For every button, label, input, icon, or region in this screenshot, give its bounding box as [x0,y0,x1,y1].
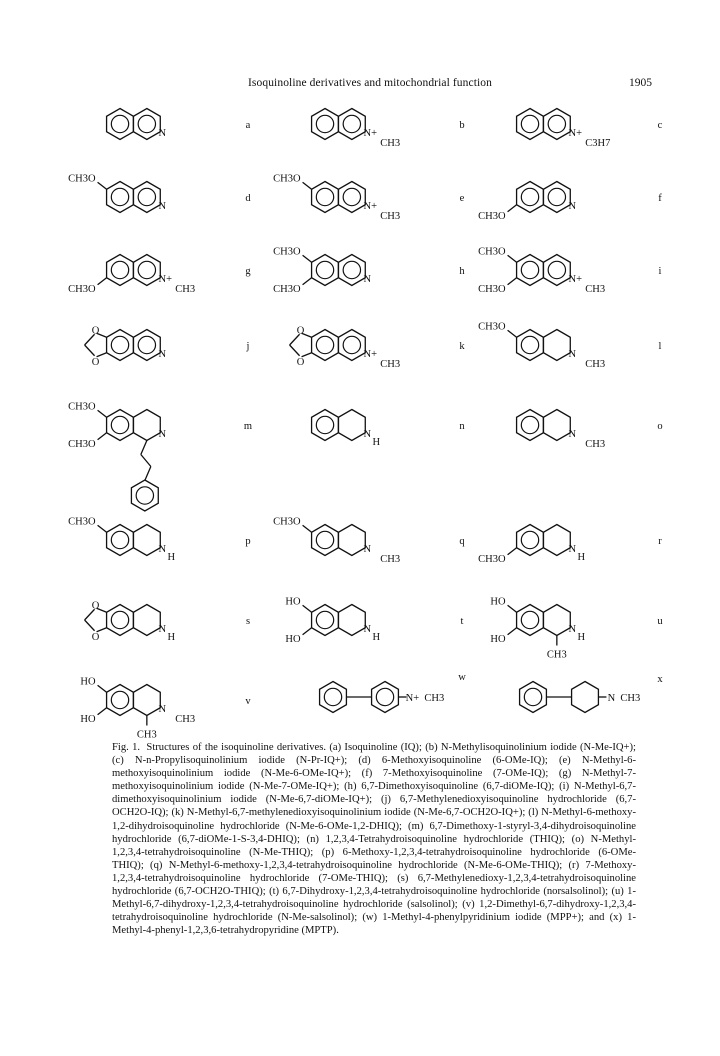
aromatic-ring [111,611,128,628]
benzene-ring [107,330,134,361]
structure-i [478,246,661,295]
compound-label: d [245,193,251,204]
structure-h [273,246,465,295]
atom-label-o: O [296,356,305,368]
aromatic-ring [316,336,333,353]
pyridinium-ring [372,682,399,713]
atom-label-ch3o: CH3O [68,173,96,185]
aromatic-ring [111,188,128,205]
atom-label-n: N [158,543,167,555]
hetero-ring [133,330,160,361]
compound-label: t [460,616,464,627]
bond [508,278,517,285]
structure-t [285,596,463,645]
atom-label-ch3: CH3 [380,137,401,149]
atom-label-n: N [363,273,372,285]
hetero-ring [133,525,160,556]
compound-label: u [657,616,663,627]
benzene-ring [312,330,339,361]
structure-c [517,109,663,149]
tetrahydropyridine-ring [572,682,599,713]
structure-r [478,525,662,565]
atom-label-n: N [568,543,577,555]
aromatic-ring [111,336,128,353]
atom-label-o: O [296,325,305,337]
aromatic-ring [521,416,538,433]
atom-label-o: O [91,631,100,643]
pyridine-ring [138,115,155,132]
bond [98,708,107,715]
structure-u [490,596,663,660]
hetero-ring [338,330,365,361]
bond [508,548,517,555]
bond [85,620,95,631]
bond [303,605,312,612]
compound-label: x [657,674,663,685]
benzene-ring [517,525,544,556]
hetero-ring [133,109,160,140]
atom-label-ch3o: CH3O [68,401,96,413]
phenyl-ring [320,682,347,713]
atom-label-ho: HO [285,633,301,645]
aromatic-ring [521,115,538,132]
compound-label: o [657,421,663,432]
aromatic-ring [136,487,153,504]
aromatic-ring [316,115,333,132]
pyridine-ring [138,261,155,278]
atom-label-ch3o: CH3O [273,516,301,528]
pyridine-ring [138,336,155,353]
atom-label-ch3o: CH3O [478,283,506,295]
hetero-ring [133,605,160,636]
atom-label-nplus: N+ [363,348,378,360]
aromatic-ring [316,261,333,278]
bond [141,455,151,467]
hetero-ring [543,410,570,441]
figure-label: Fig. 1. [112,742,141,753]
benzene-ring [107,109,134,140]
atom-label-h: H [577,631,586,643]
atom-label-n: N [363,543,372,555]
benzene-ring [107,525,134,556]
aromatic-ring [111,115,128,132]
benzene-ring [517,255,544,286]
pyridine-ring [343,336,360,353]
atom-label-ch3: CH3 [424,693,445,704]
running-title: Isoquinoline derivatives and mitochondrial function [248,77,492,89]
compound-label: e [459,193,465,204]
atom-label-ch3o: CH3O [478,553,506,565]
bond [141,441,147,455]
atom-label-n: N [158,348,167,360]
atom-label-nplus: N+ [568,273,583,285]
figure-caption [112,741,636,937]
atom-label-n: N [363,428,372,440]
pyridine-ring [343,188,360,205]
atom-label-ch3: CH3 [620,693,641,704]
benzene-ring [517,182,544,213]
atom-label-h: H [167,551,176,563]
atom-label-c3h7: C3H7 [585,137,611,149]
atom-label-h: H [372,631,381,643]
bond [145,467,151,481]
compound-label: w [458,672,466,683]
atom-label-ch3: CH3 [585,358,606,370]
atom-label-nplus: N+ [158,273,173,285]
atom-label-n: N [363,623,372,635]
pyridine-ring [343,261,360,278]
bond [508,605,517,612]
structure-q [273,516,465,565]
bond [508,330,517,337]
pyridine-ring [548,261,565,278]
bond [98,685,107,692]
atom-label-ch3o: CH3O [478,321,506,333]
atom-label-ch3: CH3 [380,358,401,370]
atom-label-o: O [91,356,100,368]
pyridine-ring [343,115,360,132]
benzene-ring [312,255,339,286]
hetero-ring [543,605,570,636]
atom-label-ch3: CH3 [585,283,606,295]
compound-label: k [459,341,465,352]
compound-label: c [657,120,663,131]
aromatic-ring [111,531,128,548]
structure-j [85,325,250,368]
aromatic-ring [316,188,333,205]
pyridine-ring [138,188,155,205]
hetero-ring [338,182,365,213]
structure-v [80,676,251,740]
compound-label: h [459,266,465,277]
compound-label: j [246,341,250,352]
benzene-ring [107,605,134,636]
aromatic-ring [111,691,128,708]
atom-label-ch3o: CH3O [273,283,301,295]
hetero-ring [338,605,365,636]
atom-label-n: N [158,703,167,715]
hetero-ring [543,525,570,556]
compound-label: m [243,421,253,432]
compound-label: r [658,536,662,547]
bond [85,345,95,356]
structure-b [312,109,465,149]
compound-label: l [658,341,662,352]
bond [508,628,517,635]
hetero-ring [543,255,570,286]
structure-d [68,173,251,212]
atom-label-n: N [158,623,167,635]
atom-label-ch3: CH3 [175,283,196,295]
atom-label-ch3o: CH3O [478,210,506,222]
hetero-ring [133,410,160,441]
atom-label-ch3o: CH3O [273,173,301,185]
aromatic-ring [316,611,333,628]
structure-l [478,321,661,370]
atom-label-ch3: CH3 [546,649,567,661]
bond [98,525,107,532]
benzene-ring [312,182,339,213]
structure-n [312,410,466,448]
atom-label-h: H [577,551,586,563]
phenyl-ring [520,682,547,713]
aromatic-ring [521,336,538,353]
benzene-ring [517,410,544,441]
structure-g [68,255,251,295]
benzene-ring [517,605,544,636]
atom-label-ch3: CH3 [136,729,157,740]
atom-label-h: H [167,631,176,643]
benzene-ring [107,255,134,286]
hetero-ring [338,255,365,286]
benzene-ring [107,685,134,716]
bond [98,433,107,440]
benzene-ring [312,109,339,140]
caption-text: Structures of the isoquinoline derivatives. (a) Isoquinoline (IQ); (b) N-Methylisoquinolinium iodide (N-Me-IQ+); (c) N-n-Propylisoquinolinium iodide (N-Pr-IQ+); (d) 6-Methoxyisoquinoline (6-OMe-IQ); (e) N-Methyl-6-methoxyisoquinolinium iodide (N-Me-6-OMe-IQ+); (f) 7-Methoxyisoquinoline (7-OMe-IQ); (g) N-Methyl-7-methoxyisoquinolinium iodide (N-Me-7-OMe-IQ+); (h) 6,7-Dimethoxyisoquinoline (6,7-diOMe-IQ); (i) N-Methyl-6,7-dimethoxyisoquinolinium iodide (N-Me-6,7-diOMe-IQ+); (j) 6,7-Methylenedioxyisoquinoline hydrochloride (6,7-OCH2O-IQ); (k) N-Methyl-6,7-methylenedioxyisoquinolinium iodide (N-Me-6,7-OCH2O-IQ+); (l) N-Methyl-6-methoxy-1,2-dihydroisoquinoline hydrochloride (N-Me-6-OMe-1,2-DHIQ); (m) 6,7-Dimethoxy-1-styryl-3,4-dihydroisoquinoline hydrochloride (6,7-diOMe-1-S-3,4-DHIQ); (n) 1,2,3,4-Tetrahydroisoquinoline hydrochloride (THIQ); (o) N-Methyl-1,2,3,4-tetrahydroisoquinoline (N-Me-THIQ); (p) 6-Methoxy-1,2,3,4-tetrahydroisoquinoline hydrochloride (6-OMe-THIQ); (q) N-Methyl-6-methoxy-1,2,3,4-tetrahydroisoquinoline hydrochloride (N-Me-6-OMe-THIQ); (r) 7-Methoxy-1,2,3,4-tetrahydroisoquinoline hydrochloride (7-OMe-THIQ); (s) 6,7-Methylenedioxy-1,2,3,4-tetrahydroisoquinoline hydrochloride (6,7-OCH2O-THIQ); (t) 6,7-Dihydroxy-1,2,3,4-tetrahydroisoquinoline hydrochloride (norsalsolinol); (u) 1-Methyl-6,7-dihydroxy-1,2,3,4-tetrahydroisoquinoline hydrochloride (salsolinol); (v) 1,2-Dimethyl-6,7-dihydroxy-1,2,3,4-tetrahydroisoquinoline hydrochloride (N-Me-salsolinol); (w) 1-Methyl-4-phenylpyridinium iodide (MPP+); and (x) 1-Methyl-4-phenyl-1,2,3,6-tetrahydropyridine (MPTP). [112,742,637,937]
pyridine-ring [548,188,565,205]
structure-a [107,109,251,140]
atom-label-ch3o: CH3O [478,246,506,258]
atom-label-ho: HO [80,676,96,688]
structure-o [517,410,663,450]
bond [303,278,312,285]
hetero-ring [133,685,160,716]
benzene-ring [312,605,339,636]
atom-label-ch3o: CH3O [68,283,96,295]
structure-s [85,600,250,643]
atom-label-ch3o: CH3O [68,438,96,450]
atom-label-nplus: N+ [363,127,378,139]
benzene-ring [312,410,339,441]
atom-label-ch3: CH3 [380,553,401,565]
atom-label-ho: HO [490,596,506,608]
hetero-ring [133,182,160,213]
compound-label: v [245,696,251,707]
hetero-ring [338,525,365,556]
atom-label-nplus: N+ [363,200,378,212]
aromatic-ring [324,688,341,705]
atom-label-ho: HO [285,596,301,608]
compound-label: i [658,266,662,277]
aromatic-ring [521,531,538,548]
structure-e [273,173,465,222]
compound-label: p [245,536,251,547]
hetero-ring [338,410,365,441]
aromatic-ring [521,188,538,205]
bond [98,278,107,285]
atom-label-nplus: N+ [405,693,420,704]
atom-label-ch3o: CH3O [273,246,301,258]
hetero-ring [133,255,160,286]
bond [303,628,312,635]
bond [98,182,107,189]
atom-label-n: N [568,348,577,360]
compound-label: a [245,120,251,131]
atom-label-n: N [158,428,167,440]
compound-label: g [245,266,251,277]
compound-label: b [459,120,465,131]
atom-label-h: H [372,436,381,448]
structure-f [478,182,662,222]
bond [508,205,517,212]
aromatic-ring [316,531,333,548]
styryl-substituent [131,441,158,512]
atom-label-o: O [91,600,100,612]
benzene-ring [517,330,544,361]
bond [303,525,312,532]
phenyl-ring [131,480,158,511]
atom-label-n: N [568,200,577,212]
structure-k [290,325,466,370]
structure-p [68,516,250,563]
atom-label-n: N [158,127,167,139]
atom-label-ch3: CH3 [175,713,196,725]
atom-label-ho: HO [80,713,96,725]
benzene-ring [517,109,544,140]
bond [508,255,517,262]
hetero-ring [543,182,570,213]
aromatic-ring [376,688,393,705]
compound-label: s [245,616,251,627]
atom-label-ch3: CH3 [380,210,401,222]
structure-w [320,672,467,713]
bond [303,255,312,262]
bond [98,410,107,417]
atom-label-n: N [607,693,616,704]
aromatic-ring [524,688,541,705]
atom-label-ho: HO [490,633,506,645]
atom-label-ch3: CH3 [585,438,606,450]
aromatic-ring [316,416,333,433]
hetero-ring [338,109,365,140]
atom-label-n: N [568,623,577,635]
aromatic-ring [521,261,538,278]
benzene-ring [312,525,339,556]
hetero-ring [543,330,570,361]
compound-label: n [459,421,465,432]
atom-label-o: O [91,325,100,337]
atom-label-nplus: N+ [568,127,583,139]
bond [303,182,312,189]
pyridine-ring [548,115,565,132]
bond [290,345,300,356]
hetero-ring [543,109,570,140]
atom-label-n: N [158,200,167,212]
structure-x [520,674,664,713]
aromatic-ring [111,261,128,278]
aromatic-ring [111,416,128,433]
atom-label-ch3o: CH3O [68,516,96,528]
aromatic-ring [521,611,538,628]
benzene-ring [107,410,134,441]
page-number: 1905 [629,77,652,89]
benzene-ring [107,182,134,213]
atom-label-n: N [568,428,577,440]
compound-label: f [658,193,662,204]
structure-m [68,401,252,450]
compound-label: q [459,536,465,547]
